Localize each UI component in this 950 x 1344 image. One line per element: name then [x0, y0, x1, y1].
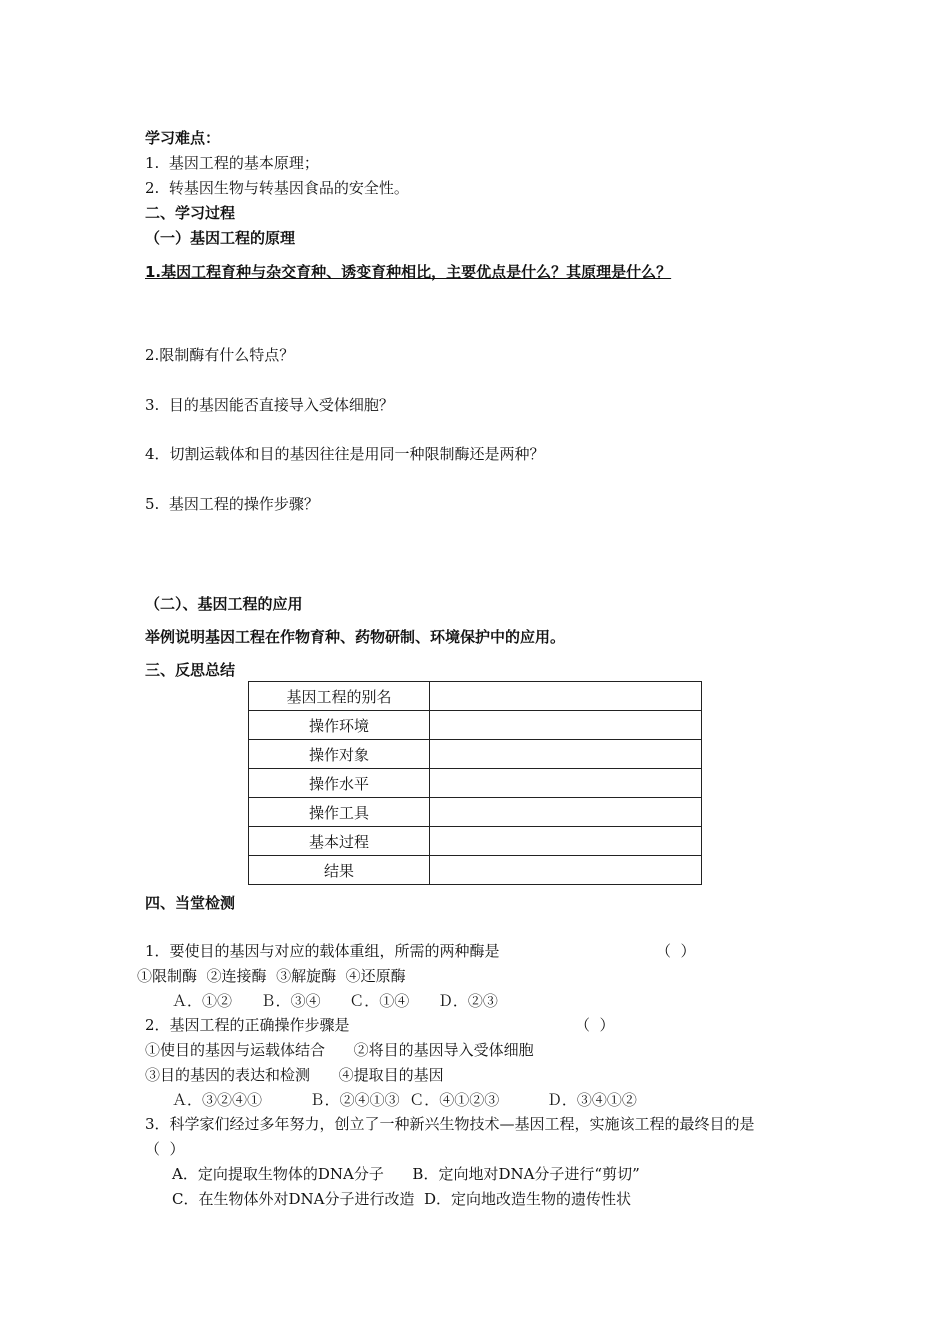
row-label: 操作环境 — [249, 711, 430, 740]
table-row — [249, 711, 702, 740]
summary-table — [248, 681, 702, 885]
question-3: 3. 目的基因能否直接导入受体细胞？ — [145, 396, 394, 414]
question-1: 1.基因工程育种与杂交育种、诱变育种相比，主要优点是什么？其原理是什么？ — [145, 263, 672, 281]
row-label: 基本过程 — [249, 827, 430, 856]
answer-cell[interactable] — [430, 827, 702, 856]
table-row — [249, 740, 702, 769]
table-row — [249, 798, 702, 827]
table-row — [249, 769, 702, 798]
principle-subheading: （一）基因工程的原理 — [145, 229, 296, 247]
table-row — [249, 856, 702, 885]
answer-cell[interactable] — [430, 740, 702, 769]
test-q1-stem: 1．要使目的基因与对应的载体重组，所需的两种酶是 — [145, 942, 500, 960]
row-label: 基因工程的别名 — [249, 682, 430, 711]
test-q1-options: Ａ．①② Ｂ．③④ Ｃ．①④ Ｄ．②③ — [172, 992, 498, 1010]
application-subheading: （二）、基因工程的应用 — [145, 595, 303, 613]
answer-cell[interactable] — [430, 682, 702, 711]
row-label: 操作水平 — [249, 769, 430, 798]
row-label: 结果 — [249, 856, 430, 885]
answer-cell[interactable] — [430, 798, 702, 827]
test-q1-items: ①限制酶 ②连接酶 ③解旋酶 ④还原酶 — [137, 967, 406, 985]
test-q3-options-ab: A．定向提取生物体的DNA分子 B．定向地对DNA分子进行“剪切” — [172, 1165, 640, 1183]
row-label: 操作工具 — [249, 798, 430, 827]
test-heading: 四、当堂检测 — [145, 894, 236, 912]
test-q2-answer-paren: （ ） — [575, 1016, 615, 1034]
test-q2-step-line-2: ③目的基因的表达和检测 ④提取目的基因 — [145, 1066, 444, 1084]
question-4: 4．切割运载体和目的基因往往是用同一种限制酶还是两种？ — [145, 445, 545, 463]
answer-cell[interactable] — [430, 711, 702, 740]
table-row — [249, 827, 702, 856]
test-q1-answer-paren: （ ） — [656, 942, 696, 960]
process-heading: 二、学习过程 — [145, 204, 236, 222]
difficulties-heading: 学习难点： — [145, 129, 221, 147]
difficulty-item-1: 1. 基因工程的基本原理； — [145, 154, 319, 172]
application-text: 举例说明基因工程在作物育种、药物研制、环境保护中的应用。 — [145, 628, 566, 646]
test-q3-options-cd: C．在生物体外对DNA分子进行改造 D．定向地改造生物的遗传性状 — [172, 1190, 632, 1208]
difficulty-item-2: 2. 转基因生物与转基因食品的安全性。 — [145, 179, 409, 197]
question-5: 5. 基因工程的操作步骤？ — [145, 495, 319, 513]
test-q2-stem: 2．基因工程的正确操作步骤是 — [145, 1016, 350, 1034]
test-q2-step-line-1: ①使目的基因与运载体结合 ②将目的基因导入受体细胞 — [145, 1041, 534, 1059]
answer-cell[interactable] — [430, 856, 702, 885]
question-2: 2.限制酶有什么特点？ — [145, 346, 295, 364]
test-q3-stem: 3．科学家们经过多年努力，创立了一种新兴生物技术—基因工程，实施该工程的最终目的是 — [145, 1115, 755, 1133]
test-q2-options: Ａ．③②④① Ｂ．②④①③ Ｃ．④①②③ Ｄ．③④①② — [172, 1091, 637, 1109]
test-q3-answer-paren: （ ） — [145, 1140, 185, 1158]
table-row — [249, 682, 702, 711]
row-label: 操作对象 — [249, 740, 430, 769]
answer-cell[interactable] — [430, 769, 702, 798]
summary-heading: 三、反思总结 — [145, 661, 236, 679]
